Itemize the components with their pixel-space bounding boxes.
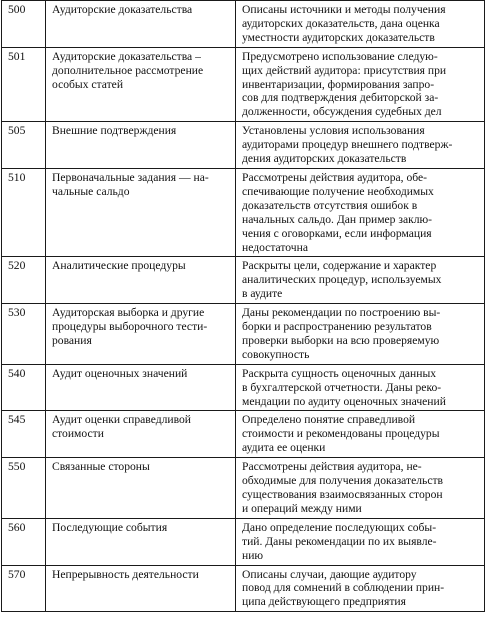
standard-title xyxy=(46,304,236,365)
standard-title-line: Аудит оценочных значений xyxy=(52,366,188,380)
standard-title-line: дополнительное рассмотрение xyxy=(52,63,204,77)
standard-title-line: Связанные стороны xyxy=(52,460,150,474)
standard-description-line: стоимости и рекомендованы процедуры xyxy=(242,427,440,441)
standard-description-line: нию xyxy=(242,548,264,562)
standard-title-line: Аудиторская выборка и другие xyxy=(52,306,205,320)
standard-title-line: Аудиторские доказательства xyxy=(52,3,193,16)
standard-number: 505 xyxy=(2,122,46,169)
standard-title xyxy=(46,122,236,169)
standard-description-line: Раскрыта сущность оценочных данных xyxy=(242,366,437,380)
table-row xyxy=(2,411,485,458)
standard-description-line: щих действий аудитора: присутствия при xyxy=(242,63,447,77)
standard-description xyxy=(236,411,485,458)
standard-description-line: Описаны случаи, дающие аудитору xyxy=(242,567,417,581)
standard-description-line: инвентаризации, формирования запро- xyxy=(242,77,435,91)
table-row xyxy=(2,304,485,365)
standard-description-line: борки и распространению результатов xyxy=(242,320,432,334)
standard-description-line: аудиторами процедур внешнего подтверж- xyxy=(242,138,453,152)
standard-description-line: спечивающие получение необходимых xyxy=(242,184,434,198)
table-row xyxy=(2,122,485,169)
standard-description-line: мендации по аудиту оценочных значений xyxy=(242,394,446,408)
standard-number: 550 xyxy=(2,458,46,519)
table-row xyxy=(2,168,485,256)
table-row xyxy=(2,565,485,612)
standard-title xyxy=(46,411,236,458)
standard-title-line: Первоначальные задания — на- xyxy=(52,170,209,184)
standard-description-line: существования взаимосвязанных сторон xyxy=(242,488,443,501)
table-row xyxy=(2,47,485,122)
standard-description-line: Даны рекомендации по построению вы- xyxy=(242,306,441,320)
standard-description-line: Установлены условия использования xyxy=(242,124,425,138)
standard-description-line: недостаточна xyxy=(242,240,308,254)
standard-title-line: особых статей xyxy=(52,77,124,91)
standard-number: 510 xyxy=(2,168,46,256)
standard-description-line: и операций между ними xyxy=(242,501,362,515)
audit-standards-table xyxy=(1,0,485,612)
standard-description-line: проверки выборки на всю проверяемую xyxy=(242,333,440,347)
standard-description xyxy=(236,257,485,304)
standard-description xyxy=(236,1,485,48)
standard-title xyxy=(46,518,236,565)
standard-description xyxy=(236,518,485,565)
standard-description-line: сов для подтверждения дебиторской за- xyxy=(242,91,439,105)
standard-number: 560 xyxy=(2,518,46,565)
standard-title-line: Аналитические процедуры xyxy=(52,259,186,273)
standard-description-line: Описаны источники и методы получения xyxy=(242,3,446,16)
standard-description-line: Предусмотрено использование следую- xyxy=(242,49,438,63)
table-row xyxy=(2,518,485,565)
standard-description-line: Определено понятие справедливой xyxy=(242,413,416,427)
table-row xyxy=(2,458,485,519)
standard-description-line: уместности аудиторских доказательств xyxy=(242,30,435,44)
standard-title-line: стоимости xyxy=(52,427,104,441)
standard-description xyxy=(236,458,485,519)
standard-title xyxy=(46,168,236,256)
standard-description-line: дения аудиторских доказательств xyxy=(242,152,407,166)
standard-title-line: Непрерывность деятельности xyxy=(52,567,199,581)
standard-description xyxy=(236,565,485,612)
standard-title xyxy=(46,565,236,612)
standard-title xyxy=(46,1,236,48)
standard-title-line: Аудиторские доказательства – xyxy=(52,49,201,63)
standard-number: 520 xyxy=(2,257,46,304)
standard-title xyxy=(46,47,236,122)
standard-description-line: аналитических процедур, используемых xyxy=(242,273,442,287)
standard-description-line: Рассмотрены действия аудитора, не- xyxy=(242,460,422,474)
standard-description-line: ципа действующего предприятия xyxy=(242,595,406,609)
standard-title-line: Аудит оценки справедливой xyxy=(52,413,191,427)
standard-title-line: Внешние подтверждения xyxy=(52,124,177,138)
standard-description-line: совокупность xyxy=(242,347,310,361)
standard-title-line: рования xyxy=(52,333,92,347)
table-row xyxy=(2,1,485,48)
standard-description-line: в аудите xyxy=(242,287,283,301)
table-body xyxy=(2,1,485,612)
standard-description-line: Раскрыты цели, содержание и характер xyxy=(242,259,437,273)
standard-description-line: начальных сальдо. Дан пример заклю- xyxy=(242,212,433,226)
standard-number: 530 xyxy=(2,304,46,365)
standard-description-line: тий. Даны рекомендации по их выявле- xyxy=(242,534,437,548)
standard-title xyxy=(46,257,236,304)
standard-title-line: процедуры выборочного тести- xyxy=(52,320,208,334)
standard-description-line: аудита ее оценки xyxy=(242,441,326,455)
standard-description-line: аудиторских доказательств, дана оценка xyxy=(242,16,440,30)
standard-title-line: Последующие события xyxy=(52,520,168,534)
standard-number: 570 xyxy=(2,565,46,612)
standard-description-line: чения с оговорками, если информация xyxy=(242,226,432,240)
table-row xyxy=(2,364,485,411)
standard-description-line: долженности, обсуждения судебных дел xyxy=(242,105,442,119)
standard-title-line: чальные сальдо xyxy=(52,184,130,198)
standard-description-line: обходимые для получения доказательств xyxy=(242,474,444,488)
standard-description-line: в бухгалтерской отчетности. Даны реко- xyxy=(242,380,442,394)
standard-description-line: повод для сомнений в соблюдении прин- xyxy=(242,581,445,595)
standard-number: 540 xyxy=(2,364,46,411)
standard-description-line: Рассмотрены действия аудитора, обе- xyxy=(242,170,428,184)
standard-description xyxy=(236,47,485,122)
standard-number: 501 xyxy=(2,47,46,122)
standard-description-line: Дано определение последующих собы- xyxy=(242,520,437,534)
standard-description-line: доказательств отсутствия ошибок в xyxy=(242,198,418,212)
table-row xyxy=(2,257,485,304)
standard-title xyxy=(46,458,236,519)
standard-description xyxy=(236,122,485,169)
standard-description xyxy=(236,304,485,365)
standard-description xyxy=(236,364,485,411)
standard-description xyxy=(236,168,485,256)
standard-number: 545 xyxy=(2,411,46,458)
standard-title xyxy=(46,364,236,411)
standard-number: 500 xyxy=(2,1,46,48)
